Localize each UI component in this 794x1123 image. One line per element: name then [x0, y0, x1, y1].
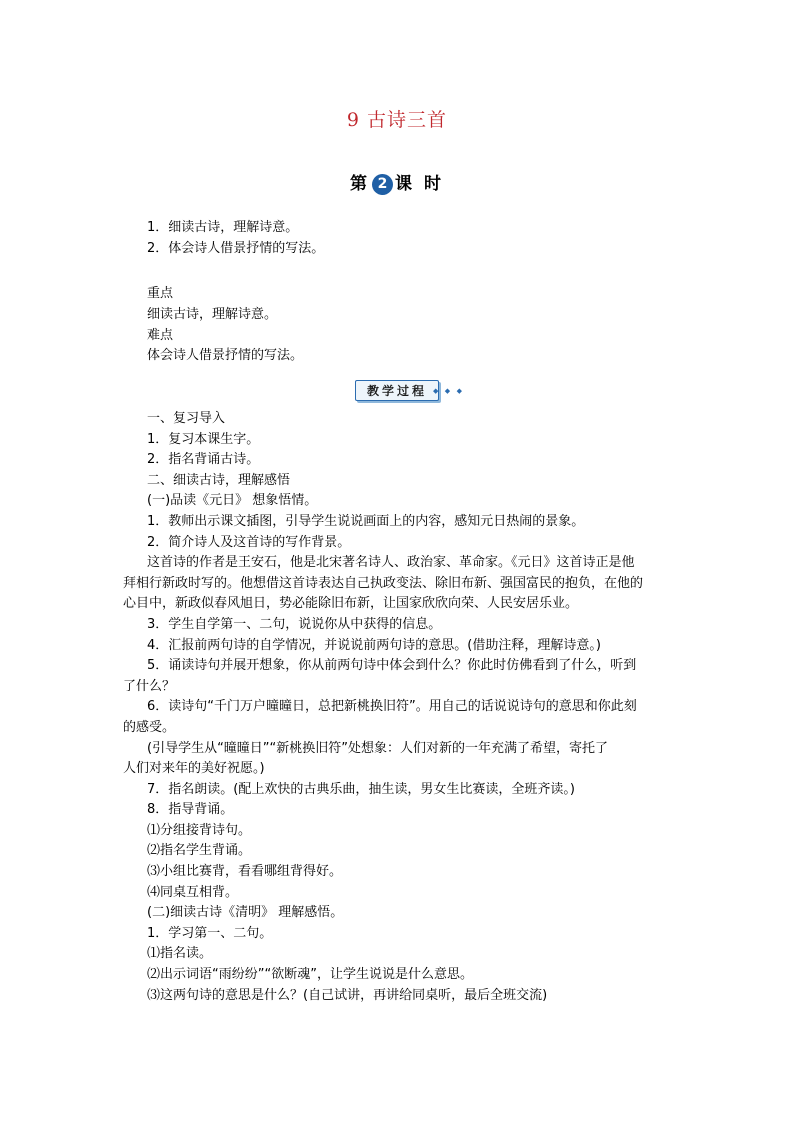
body-line: (引导学生从“曈曈日”“新桃换旧符”处想象：人们对新的一年充满了希望，寄托了: [147, 740, 609, 756]
body-line: ⑶小组比赛背，看看哪组背得好。: [147, 864, 343, 880]
body-line: 2．简介诗人及这首诗的写作背景。: [147, 534, 351, 550]
banner-text: 教学过程: [366, 384, 427, 398]
page-title: 9 古诗三首: [346, 109, 448, 131]
body-line: 的感受。: [123, 719, 176, 735]
objective-item: 1．细读古诗，理解诗意。: [147, 220, 299, 235]
body-line: 拜相行新政时写的。他想借这首诗表达自己执政变法、除旧布新、强国富民的抱负，在他的: [123, 575, 644, 591]
body-line: 二、细读古诗，理解感悟: [147, 472, 291, 488]
body-line: (二)细读古诗《清明》 理解感悟。: [147, 905, 344, 921]
body-line: ⑵指名学生背诵。: [147, 843, 252, 859]
body-line: 心目中，新政似春风旭日，势必能除旧布新，让国家欣欣向荣、人民安居乐业。: [123, 596, 579, 612]
body-line: ⑶这两句诗的意思是什么？(自己试讲，再讲给同桌听，最后全班交流): [147, 987, 548, 1003]
difficulty-heading: 难点: [147, 327, 174, 343]
difficulty-text: 体会诗人借景抒情的写法。: [147, 348, 304, 364]
focus-heading: 重点: [147, 286, 174, 301]
body-line: ⑵出示词语“雨纷纷”“欲断魂”，让学生说说是什么意思。: [147, 967, 473, 983]
body-line: 这首诗的作者是王安石，他是北宋著名诗人、政治家、革命家。《元日》这首诗正是他: [147, 555, 635, 571]
lesson-prefix: 第: [350, 174, 371, 194]
teaching-process-body: [123, 409, 671, 1006]
body-line: 一、复习导入: [147, 411, 226, 426]
body-line: 6．读诗句“千门万户曈曈日，总把新桃换旧符”。用自己的话说说诗句的意思和你此刻: [147, 699, 637, 715]
body-line: ⑴分组接背诗句。: [147, 822, 252, 838]
body-line: 1．教师出示课文插图，引导学生说说画面上的内容，感知元日热闹的景象。: [147, 513, 585, 529]
objectives-list: [147, 218, 667, 260]
body-line: 人们对来年的美好祝愿。): [123, 761, 265, 777]
body-line: 了什么？: [123, 678, 176, 694]
body-line: 2．指名背诵古诗。: [147, 452, 260, 468]
section-banner: [0, 380, 794, 401]
body-line: 8．指导背诵。: [147, 802, 234, 818]
decorative-dots-icon: ◆ ◆ ◆: [432, 387, 464, 395]
focus-section: [147, 284, 667, 367]
focus-text: 细读古诗，理解诗意。: [147, 306, 278, 322]
body-line: 5．诵读诗句并展开想象，你从前两句诗中体会到什么？你此时仿佛看到了什么，听到: [147, 658, 637, 674]
teaching-process-label: [355, 380, 464, 401]
body-line: 1．复习本课生字。: [147, 431, 260, 447]
body-line: 7．指名朗读。(配上欢快的古典乐曲，抽生读，男女生比赛读，全班齐读。): [147, 781, 575, 797]
body-line: 1．学习第一、二句。: [147, 925, 273, 941]
body-line: ⑷同桌互相背。: [147, 884, 239, 900]
body-line: (一)品读《元日》 想象悟情。: [147, 493, 318, 509]
body-line: 3．学生自学第一、二句，说说你从中获得的信息。: [147, 616, 442, 632]
objective-item: 2．体会诗人借景抒情的写法。: [147, 240, 325, 256]
lesson-number-badge: 2: [372, 174, 393, 195]
body-line: ⑴指名读。: [147, 946, 213, 962]
body-line: 4．汇报前两句诗的自学情况，并说说前两句诗的意思。(借助注释，理解诗意。): [147, 637, 601, 653]
lesson-suffix: 课 时: [395, 174, 444, 194]
lesson-heading: [0, 169, 794, 195]
